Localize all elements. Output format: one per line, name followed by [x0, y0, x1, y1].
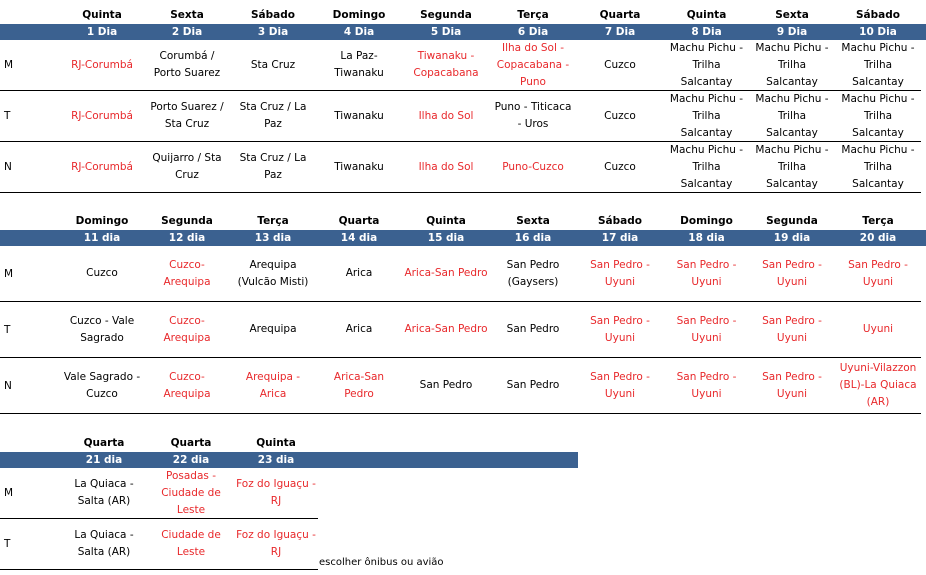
schedule-cell: Arica-San Pedro	[404, 267, 488, 279]
weekday-label: Terça	[862, 215, 894, 227]
schedule-cell: Sta Cruz / La Paz	[239, 152, 307, 181]
period-label: T	[4, 538, 11, 550]
schedule-cell: Cuzco	[604, 58, 636, 71]
schedule-cell: Tiwanaku	[334, 160, 384, 173]
schedule-cell: RJ-Corumbá	[71, 160, 133, 173]
day-number-label: 2 Dia	[171, 26, 203, 38]
schedule-cell: Porto Suarez / Sta Cruz	[150, 101, 224, 130]
weekday-label: Segunda	[420, 9, 472, 21]
weekday-label: Sexta	[775, 9, 809, 21]
weekday-label: Sexta	[516, 215, 550, 227]
weekday-label: Segunda	[161, 215, 213, 227]
day-number-label: 3 Dia	[257, 26, 289, 38]
schedule-cell: San Pedro (Gaysers)	[506, 258, 560, 288]
schedule-cell: Vale Sagrado - Cuzco	[63, 370, 141, 400]
schedule-cell: Foz do Iguaçu - RJ	[236, 478, 316, 507]
day-number-label: 20 dia	[859, 232, 897, 244]
day-number-label: 8 Dia	[691, 26, 722, 38]
day-number-label: 5 Dia	[430, 26, 462, 38]
schedule-cell: Foz do Iguaçu - RJ	[236, 529, 316, 558]
schedule-cell: Arica	[345, 323, 373, 335]
schedule-cell: Machu Pichu - Trilha Salcantay	[841, 143, 915, 190]
day-number-label: 17 dia	[601, 232, 639, 244]
schedule-cell: San Pedro - Uyuni	[590, 258, 650, 288]
weekday-label: Sábado	[598, 215, 642, 227]
schedule-cell: Arica-San Pedro	[333, 370, 385, 400]
day-number-label: 14 dia	[340, 232, 378, 244]
schedule-cell: Machu Pichu - Trilha Salcantay	[755, 143, 829, 190]
schedule-cell: Ilha do Sol - Copacabana - Puno	[496, 41, 570, 88]
schedule-cell: San Pedro - Uyuni	[848, 258, 908, 288]
day-number-label: 19 dia	[773, 232, 811, 244]
schedule-row	[0, 519, 318, 570]
weekday-label: Terça	[257, 215, 289, 227]
schedule-cell: Cuzco-Arequipa	[163, 314, 211, 344]
transport-note: escolher ônibus ou avião	[319, 557, 444, 568]
schedule-cell: Tiwanaku	[334, 109, 384, 122]
schedule-cell: San Pedro	[506, 323, 560, 335]
schedule-row	[0, 468, 318, 519]
period-label: M	[4, 267, 14, 280]
schedule-cell: Cuzco	[86, 267, 118, 279]
weekday-label: Domingo	[680, 215, 733, 227]
weekday-label: Quarta	[599, 9, 641, 21]
weekday-label: Quinta	[426, 215, 466, 227]
schedule-cell: La Quiaca - Salta (AR)	[74, 478, 134, 507]
schedule-cell: San Pedro	[419, 379, 473, 391]
schedule-cell: La Paz-Tiwanaku	[334, 50, 384, 79]
schedule-cell: San Pedro - Uyuni	[676, 258, 737, 288]
schedule-cell: Arequipa (Vulcão Misti)	[237, 258, 309, 288]
day-number-label: 7 Dia	[604, 26, 636, 38]
schedule-cell: Ciudade de Leste	[161, 529, 221, 558]
day-number-label: 15 dia	[427, 232, 465, 244]
weekday-label: Quarta	[83, 437, 125, 449]
period-label: M	[4, 487, 14, 499]
weekday-label: Quarta	[170, 437, 212, 449]
schedule-cell: Arequipa	[249, 323, 297, 335]
weekday-label: Quarta	[338, 215, 380, 227]
schedule-cell: San Pedro - Uyuni	[762, 370, 822, 400]
period-label: N	[4, 161, 12, 173]
schedule-cell: RJ-Corumbá	[71, 109, 133, 122]
day-number-label: 10 Dia	[859, 26, 897, 38]
period-label: N	[4, 379, 12, 392]
schedule-cell: Machu Pichu - Trilha Salcantay	[669, 92, 744, 139]
schedule-cell: Uyuni-Vilazzon (BL)-La Quiaca (AR)	[839, 362, 917, 408]
day-number-label: 9 Dia	[776, 26, 808, 38]
day-number-label: 18 dia	[688, 232, 725, 244]
schedule-cell: Corumbá / Porto Suarez	[153, 50, 221, 79]
schedule-cell: Machu Pichu - Trilha Salcantay	[755, 41, 829, 88]
schedule-cell: Machu Pichu - Trilha Salcantay	[755, 92, 829, 139]
schedule-cell: San Pedro - Uyuni	[676, 370, 737, 400]
day-number-label: 23 dia	[257, 454, 295, 466]
weekday-label: Quinta	[256, 437, 296, 449]
schedule-cell: San Pedro - Uyuni	[590, 314, 650, 344]
schedule-cell: Posadas - Ciudade de Leste	[161, 469, 221, 516]
schedule-cell: San Pedro - Uyuni	[590, 370, 650, 400]
weekday-label: Domingo	[332, 9, 386, 21]
schedule-cell: Arica-San Pedro	[404, 323, 488, 335]
schedule-cell: Arequipa - Arica	[245, 370, 301, 400]
weekday-label: Segunda	[766, 215, 818, 227]
weekday-label: Quinta	[686, 9, 727, 21]
schedule-cell: Machu Pichu - Trilha Salcantay	[841, 92, 915, 139]
schedule-cell: Cuzco - Vale Sagrado	[69, 314, 135, 344]
schedule-cell: Cuzco	[604, 160, 636, 173]
day-number-label: 13 dia	[254, 232, 292, 244]
day-number-label: 16 dia	[514, 232, 552, 244]
schedule-cell: San Pedro - Uyuni	[676, 314, 737, 344]
schedule-cell: Quijarro / Sta Cruz	[152, 152, 222, 181]
weekday-label: Terça	[517, 9, 549, 21]
schedule-cell: Ilha do Sol	[418, 109, 474, 122]
day-number-label: 22 dia	[172, 454, 210, 466]
schedule-cell: Ilha do Sol	[418, 160, 474, 173]
schedule-cell: RJ-Corumbá	[71, 58, 133, 71]
schedule-cell: Arica	[345, 267, 373, 279]
weekday-label: Sábado	[251, 9, 295, 21]
schedule-cell: Cuzco	[604, 109, 636, 122]
schedule-cell: San Pedro - Uyuni	[762, 258, 822, 288]
schedule-cell: La Quiaca - Salta (AR)	[74, 529, 134, 558]
day-number-label: 4 Dia	[343, 26, 375, 38]
schedule-cell: Puno-Cuzco	[502, 160, 564, 173]
day-number-label: 1 Dia	[86, 26, 118, 38]
schedule-cell: Cuzco-Arequipa	[163, 370, 211, 400]
weekday-label: Quinta	[82, 9, 122, 21]
weekday-label: Domingo	[75, 215, 129, 227]
schedule-cell: Machu Pichu - Trilha Salcantay	[669, 143, 744, 190]
period-label: T	[4, 110, 11, 122]
schedule-cell: Sta Cruz	[250, 58, 296, 71]
schedule-cell: Machu Pichu - Trilha Salcantay	[669, 41, 744, 88]
day-number-label: 11 dia	[83, 232, 121, 244]
weekday-label: Sexta	[170, 9, 204, 21]
schedule-cell: Puno - Titicaca - Uros	[494, 101, 572, 130]
schedule-cell: Uyuni	[862, 323, 894, 335]
schedule-cell: Sta Cruz / La Paz	[239, 101, 307, 130]
schedule-cell: Tiwanaku - Copacabana	[413, 50, 479, 79]
day-number-label: 21 dia	[85, 454, 123, 466]
schedule-cell: San Pedro	[506, 379, 560, 391]
day-number-label: 12 dia	[168, 232, 206, 244]
schedule-cell: Machu Pichu - Trilha Salcantay	[841, 41, 915, 88]
schedule-cell: San Pedro - Uyuni	[762, 314, 822, 344]
day-number-label: 6 Dia	[517, 26, 549, 38]
day-number-row	[60, 452, 318, 468]
period-label: M	[4, 59, 14, 71]
schedule-cell: Cuzco-Arequipa	[163, 258, 211, 288]
period-label: T	[4, 323, 11, 336]
weekday-label: Sábado	[856, 9, 900, 21]
weekday-header-row	[60, 435, 318, 451]
